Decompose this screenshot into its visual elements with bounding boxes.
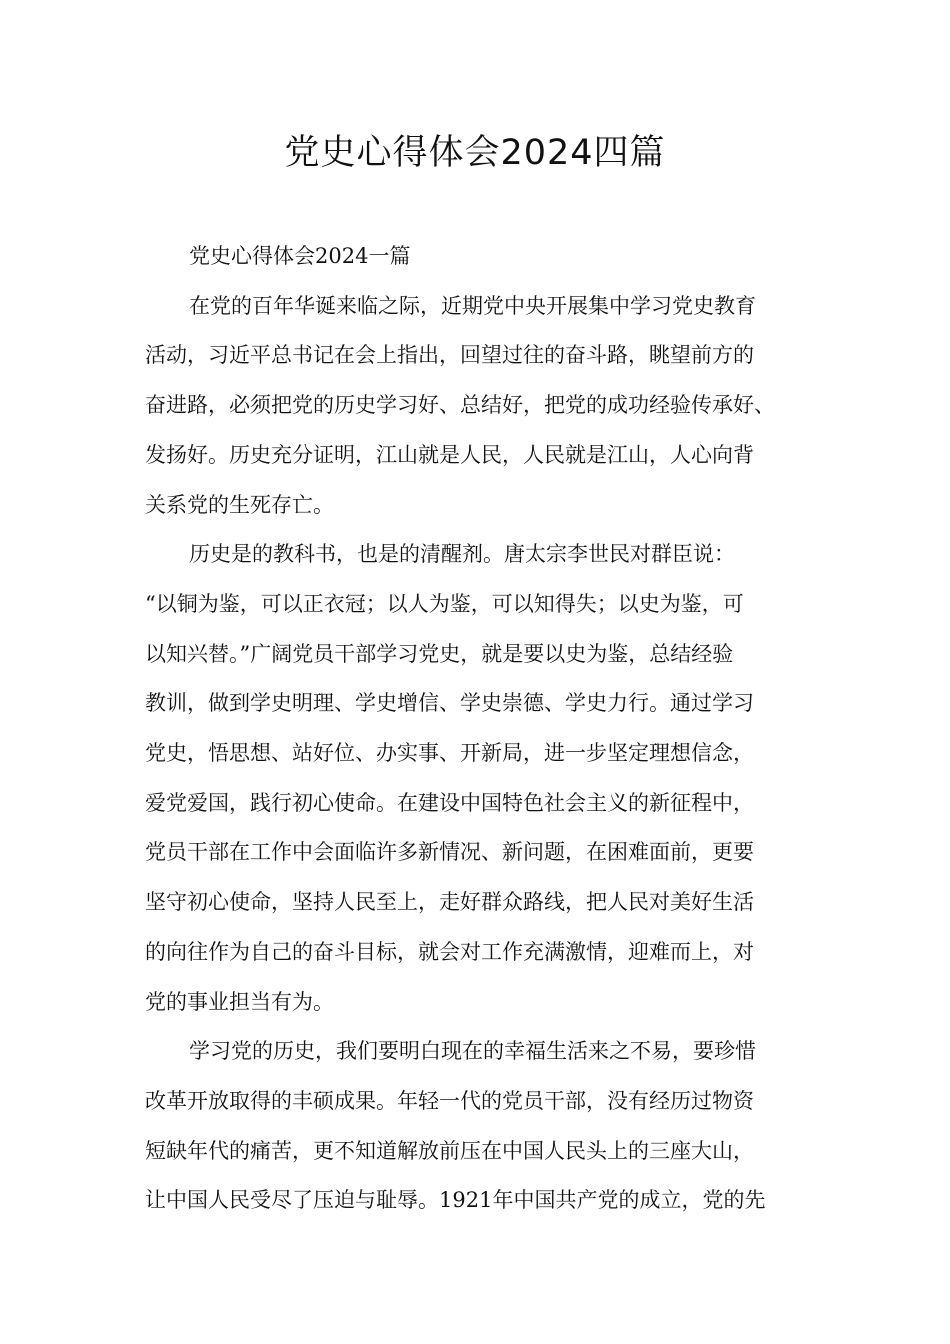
paragraph-line: 以知兴替。”广阔党员干部学习党史，就是要以史为鉴，总结经验 (145, 641, 734, 666)
paragraph-line: 在党的百年华诞来临之际，近期党中央开展集中学习党史教育 (189, 293, 756, 318)
paragraph-line: 学习党的历史，我们要明白现在的幸福生活来之不易，要珍惜 (189, 1039, 756, 1064)
paragraph-line: 教训，做到学史明理、学史增信、学史崇德、学史力行。通过学习 (145, 691, 754, 716)
paragraph-line: 让中国人民受尽了压迫与耻辱。1921年中国共产党的成立，党的先 (145, 1188, 766, 1213)
paragraph-line: 改革开放取得的丰硕成果。年轻一代的党员干部，没有经历过物资 (145, 1088, 754, 1113)
paragraph-line: 爱党爱国，践行初心使命。在建设中国特色社会主义的新征程中， (145, 790, 754, 815)
paragraph-line: 党史，悟思想、站好位、办实事、开新局，进一步坚定理想信念， (145, 741, 754, 766)
paragraph-line: 的向往作为自己的奋斗目标，就会对工作充满激情，迎难而上，对 (145, 939, 754, 964)
paragraph-line: 关系党的生死存亡。 (145, 492, 334, 517)
document-title: 党史心得体会2024四篇 (284, 133, 666, 173)
paragraph-line: 发扬好。历史充分证明，江山就是人民，人民就是江山，人心向背 (145, 442, 754, 467)
document-body (145, 232, 810, 1226)
paragraph-1 (145, 282, 810, 531)
paragraph-line: 党员干部在工作中会面临许多新情况、新问题，在困难面前，更要 (145, 840, 754, 865)
paragraph-line: 党的事业担当有为。 (145, 989, 334, 1014)
paragraph-line: “以铜为鉴，可以正衣冠；以人为鉴，可以知得失；以史为鉴，可 (145, 591, 744, 616)
paragraph-line: 短缺年代的痛苦，更不知道解放前压在中国人民头上的三座大山， (145, 1138, 754, 1163)
paragraph-line: 坚守初心使命，坚持人民至上，走好群众路线，把人民对美好生活 (145, 890, 754, 915)
paragraph-2 (145, 530, 810, 1027)
paragraph-line: 活动，习近平总书记在会上指出，回望过往的奋斗路，眺望前方的 (145, 343, 754, 368)
document-subtitle: 党史心得体会2024一篇 (189, 244, 411, 268)
paragraph-line: 奋进路，必须把党的历史学习好、总结好，把党的成功经验传承好、 (145, 393, 775, 418)
paragraph-line: 历史是的教科书，也是的清醒剂。唐太宗李世民对群臣说： (189, 542, 735, 567)
paragraph-3 (145, 1027, 810, 1226)
subtitle-paragraph (145, 232, 810, 282)
